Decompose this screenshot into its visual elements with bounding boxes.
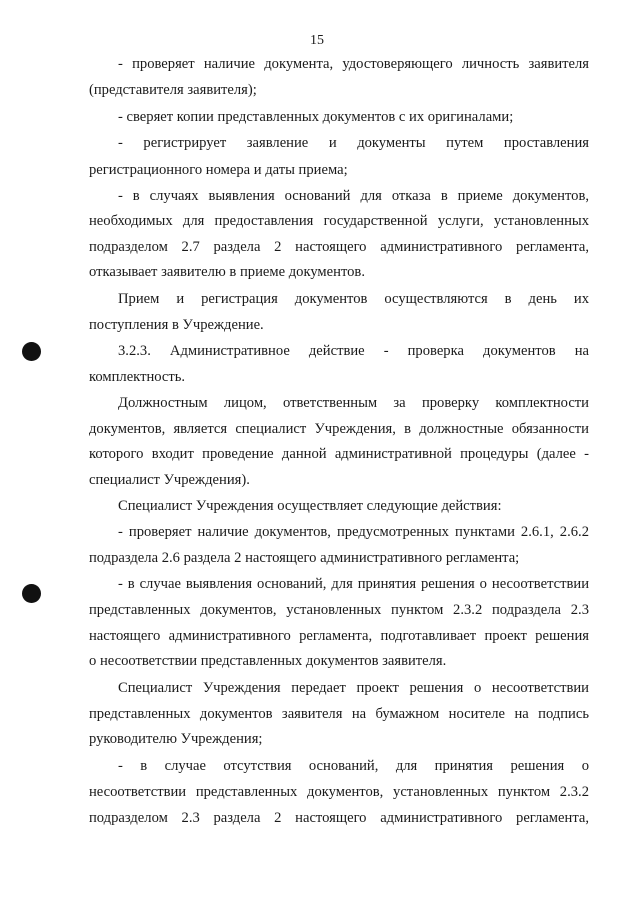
punch-hole-mark — [22, 584, 41, 603]
page-number: 15 — [310, 33, 324, 48]
text-line: настоящего административного регламента, подготавливает проект решения — [89, 628, 589, 644]
text-line: регистрационного номера и даты приема; — [89, 162, 348, 178]
text-line: представленных документов заявителя на бумажном носителе на подпись — [89, 706, 589, 722]
text-line: (представителя заявителя); — [89, 82, 257, 98]
text-line: о несоответствии представленных документов заявителя. — [89, 653, 447, 669]
text-line: Должностным лицом, ответственным за проверку комплектности — [118, 395, 589, 411]
text-line: поступления в Учреждение. — [89, 317, 264, 333]
text-line: - проверяет наличие документа, удостоверяющего личность заявителя — [118, 56, 589, 72]
text-line: Прием и регистрация документов осуществляются в день их — [118, 291, 589, 307]
text-line: представленных документов, установленных пунктом 2.3.2 подраздела 2.3 — [89, 602, 589, 618]
text-line: Специалист Учреждения осуществляет следующие действия: — [118, 498, 502, 514]
text-line: Специалист Учреждения передает проект решения о несоответствии — [118, 680, 589, 696]
text-line: - в случаях выявления оснований для отказа в приеме документов, — [118, 188, 589, 204]
text-line: специалист Учреждения). — [89, 472, 250, 488]
text-line: подраздела 2.6 раздела 2 настоящего административного регламента; — [89, 550, 520, 566]
text-line: документов, является специалист Учреждения, в должностные обязанности — [89, 421, 589, 437]
text-line: подразделом 2.7 раздела 2 настоящего административного регламента, — [89, 239, 589, 255]
text-line: - проверяет наличие документов, предусмотренных пунктами 2.6.1, 2.6.2 — [118, 524, 589, 540]
text-line: которого входит проведение данной административной процедуры (далее - — [89, 446, 589, 462]
text-line: руководителю Учреждения; — [89, 731, 263, 747]
text-line: - в случае отсутствия оснований, для принятия решения о — [118, 758, 589, 774]
text-line: - в случае выявления оснований, для принятия решения о несоответствии — [118, 576, 589, 592]
text-line: отказывает заявителю в приеме документов. — [89, 264, 365, 280]
punch-hole-mark — [22, 342, 41, 361]
text-line: подразделом 2.3 раздела 2 настоящего административного регламента, — [89, 810, 589, 826]
text-line: - регистрирует заявление и документы путем проставления — [118, 135, 589, 151]
text-line: комплектность. — [89, 369, 186, 385]
text-line: несоответствии представленных документов, установленных пунктом 2.3.2 — [89, 784, 589, 800]
text-line: необходимых для предоставления государственной услуги, установленных — [89, 213, 589, 229]
text-line: - сверяет копии представленных документов с их оригиналами; — [118, 109, 514, 125]
text-line: 3.2.3. Административное действие - проверка документов на — [118, 343, 589, 359]
